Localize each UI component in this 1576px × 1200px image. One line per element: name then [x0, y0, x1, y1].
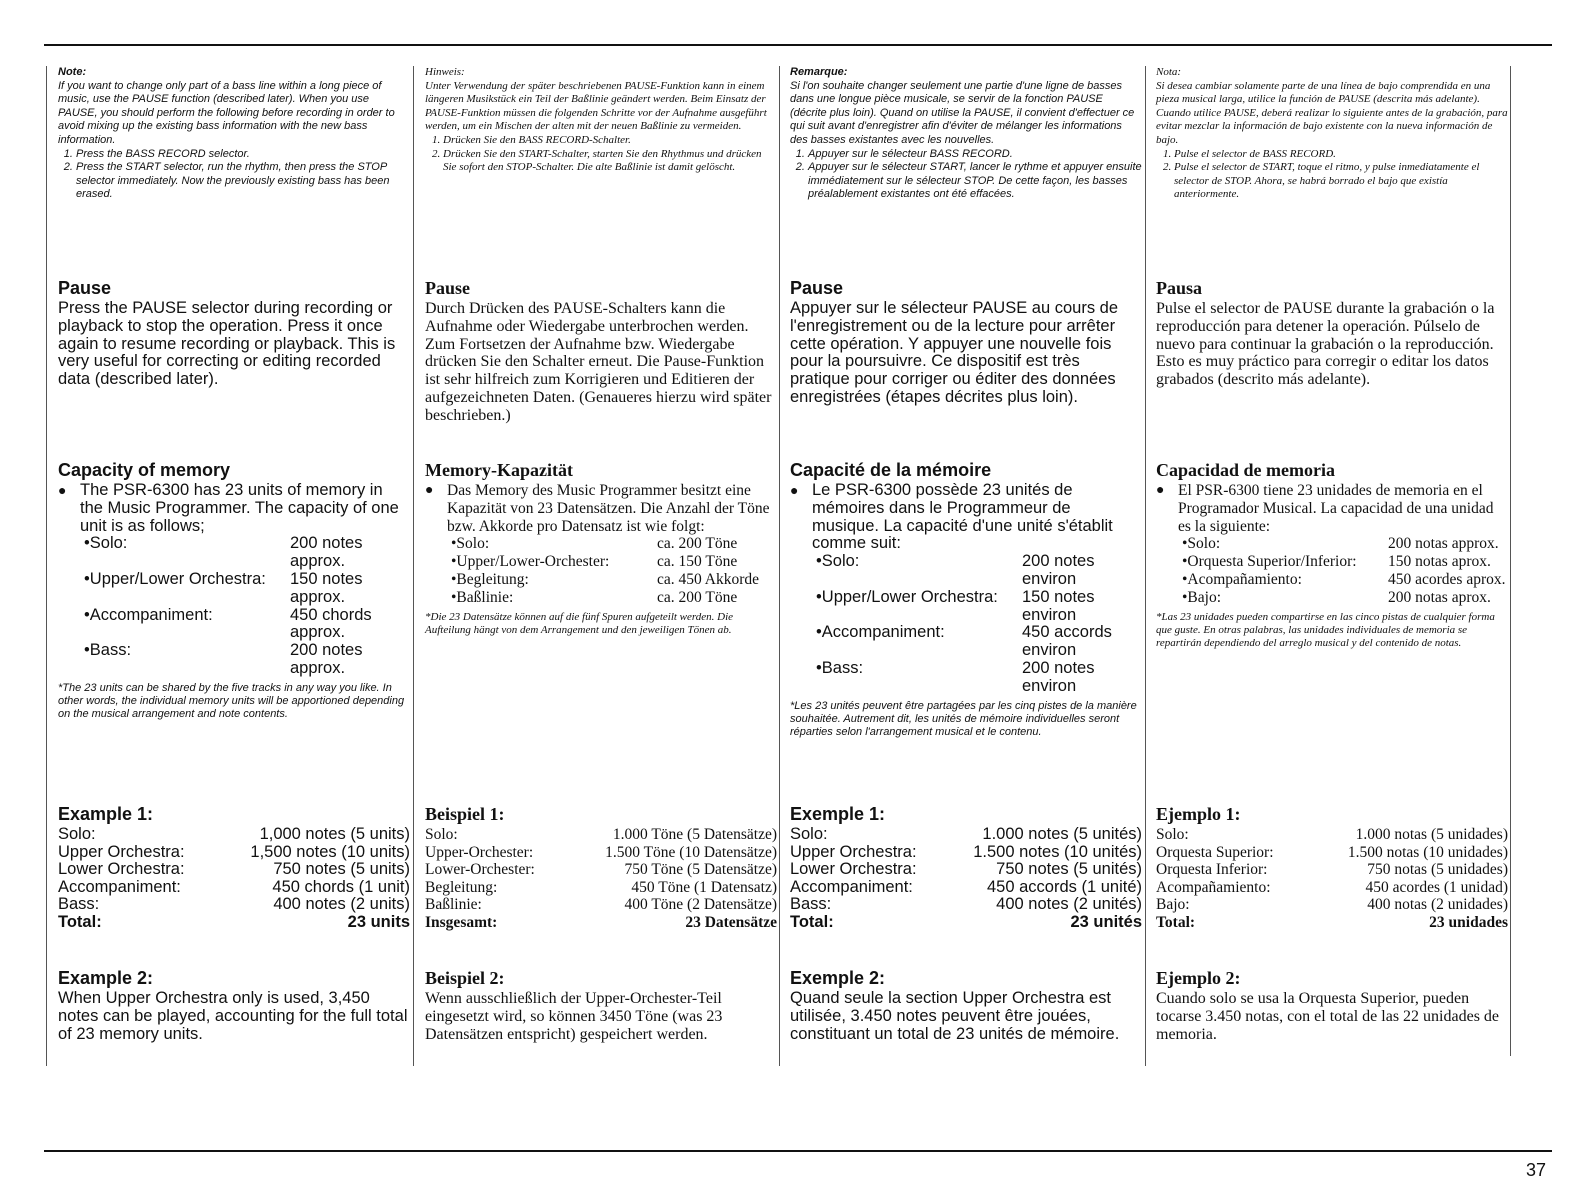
total-value: 23 unidades: [1429, 913, 1508, 931]
example-value: 1.000 notas (5 unidades): [1355, 826, 1508, 843]
total-label: Total:: [790, 912, 834, 931]
capacity-label: •Solo:: [816, 552, 860, 571]
example1-section: [58, 804, 410, 932]
example-value: 400 notas (2 unidades): [1367, 896, 1508, 914]
example-label: Upper Orchestra:: [790, 842, 917, 861]
example2-text: Wenn ausschließlich der Upper-Orchester-Teil eingesetzt wird, so können 3450 Töne (was 23 Datensätzen entspricht) gespeichert werden.: [425, 990, 723, 1043]
table-row: [58, 826, 410, 844]
capacity-section: [425, 460, 777, 637]
table-row-total: [58, 914, 410, 932]
column-german: [425, 66, 777, 1043]
capacity-value: 450 chords approx.: [290, 605, 372, 642]
capacity-row: [447, 553, 777, 571]
capacity-row: [812, 553, 1142, 589]
pause-text: Durch Drücken des PAUSE-Schalters kann die Aufnahme oder Wiedergabe unterbrochen werden. Zum Fortsetzen der Aufnahme bzw. Wiedergabe drücken Sie den Schalter erneut. Die Pause-Funktion ist sehr hilfreich zum Korrigieren und Editieren der aufgezeichneten Daten. (Genaueres hierzu wird später beschrieben.): [425, 300, 772, 424]
example2-title: Exemple 2:: [790, 968, 886, 988]
capacity-section: [1156, 460, 1508, 650]
example2-text: When Upper Orchestra only is used, 3,450 notes can be played, accounting for the full total of 23 memory units.: [58, 989, 408, 1043]
table-row: [790, 861, 1142, 879]
example-value: 1.500 Töne (10 Datensätze): [605, 843, 777, 861]
bullet-icon: ●: [1156, 483, 1165, 498]
capacity-value: 150 notas aprox.: [1388, 553, 1491, 571]
pause-text: Appuyer sur le sélecteur PAUSE au cours de l'enregistrement ou de la lecture pour arrêter cette opération. Y appuyer une nouvelle fois pour la poursuivre. Ce dispositif est très pratique pour corriger ou éditer des données enregistrées (étapes décrites plus loin).: [790, 299, 1119, 406]
example-value: 1.500 notes (10 unités): [973, 842, 1142, 861]
example1-section: [790, 804, 1142, 932]
table-row: [1156, 861, 1508, 879]
capacity-row: [447, 571, 777, 589]
example2-section: [425, 968, 777, 1043]
example-label: Begleitung:: [425, 878, 498, 896]
pause-section: [425, 278, 777, 425]
note-box: [58, 66, 410, 266]
example-label: Accompaniment:: [790, 877, 913, 896]
column-divider: [413, 66, 414, 1066]
example1-table: [58, 826, 410, 932]
capacity-row: [80, 571, 410, 607]
table-row: [790, 844, 1142, 862]
note-step: 1. Pulse el selector de BASS RECORD.: [1174, 148, 1508, 162]
note-text: Si desea cambiar solamente parte de una línea de bajo comprendida en una pieza musical larga, utilice la función de PAUSE (descrita más adelante). Cuando utilice PAUSE, deberá realizar lo siguiente antes de la grabación, para evitar mezclar la información de bajo existente con la nueva información de bajo.: [1156, 79, 1508, 146]
example-value: 750 notes (5 units): [273, 860, 410, 879]
table-row: [58, 896, 410, 914]
capacity-value: 200 notes approx.: [290, 534, 363, 571]
note-box: [1156, 66, 1508, 266]
pause-section: [1156, 278, 1508, 389]
capacity-footnote: *Las 23 unidades pueden compartirse en las cinco pistas de cualquier forma que guste. En otras palabras, las unidades individuales de memoria se repartirán dependiendo del arreglo musical y del contenido de notas.: [1156, 610, 1495, 649]
table-row-total: [790, 914, 1142, 932]
pause-section: [58, 278, 410, 389]
example-label: Acompañamiento:: [1156, 878, 1271, 896]
example-label: Accompaniment:: [58, 877, 181, 896]
example-label: Orquesta Inferior:: [1156, 861, 1268, 879]
example2-title: Example 2:: [58, 968, 154, 988]
capacity-row: [447, 589, 777, 607]
capacity-title: Capacity of memory: [58, 460, 231, 480]
capacity-footnote: *Die 23 Datensätze können auf die fünf Spuren aufgeteilt werden. Die Aufteilung hängt von dem Arrangement und den jeweiligen Tönen ab.: [425, 610, 734, 636]
top-rule: [44, 44, 1552, 46]
note-heading: Hinweis:: [425, 66, 465, 78]
example1-title: Example 1:: [58, 804, 154, 824]
capacity-row: [80, 535, 410, 571]
pause-section: [790, 278, 1142, 407]
capacity-value: 200 notes approx.: [290, 641, 363, 677]
example2-title: Ejemplo 2:: [1156, 968, 1241, 988]
capacity-title: Capacidad de memoria: [1156, 460, 1335, 480]
capacity-label: •Solo:: [84, 534, 128, 553]
pause-title: Pause: [425, 278, 470, 298]
example-value: 1.000 notes (5 unités): [982, 825, 1142, 843]
table-row: [790, 826, 1142, 844]
column-spanish: [1156, 66, 1508, 1043]
example1-table: [425, 826, 777, 932]
note-box: [790, 66, 1142, 266]
total-label: Insgesamt:: [425, 913, 498, 931]
note-step: 1. Appuyer sur le sélecteur BASS RECORD.: [808, 148, 1142, 162]
example1-section: [1156, 804, 1508, 932]
bottom-rule: [44, 1150, 1552, 1152]
total-label: Total:: [1156, 913, 1196, 931]
column-english: [58, 66, 410, 1043]
example-value: 1.500 notas (10 unidades): [1347, 843, 1508, 861]
example-value: 750 notas (5 unidades): [1367, 861, 1508, 879]
total-value: 23 Datensätze: [685, 913, 777, 931]
capacity-label: •Upper/Lower Orchestra:: [84, 569, 266, 588]
capacity-section: [790, 460, 1142, 739]
example-label: Bass:: [790, 895, 832, 914]
example-value: 450 accords (1 unité): [986, 877, 1142, 896]
capacity-value: 450 acordes aprox.: [1388, 570, 1506, 588]
table-row-total: [425, 914, 777, 932]
example1-table: [790, 826, 1142, 932]
capacity-label: •Orquesta Superior/Inferior:: [1182, 553, 1357, 571]
example-value: 1.000 Töne (5 Datensätze): [612, 826, 777, 843]
example1-table: [1156, 826, 1508, 932]
capacity-label: •Bass:: [84, 641, 132, 660]
column-divider: [1145, 66, 1146, 1066]
capacity-bullet-text: Das Memory des Music Programmer besitzt eine Kapazität von 23 Datensätzen. Die Anzahl der Töne bzw. Akkorde pro Datensatz ist wie folgt:: [447, 482, 770, 535]
capacity-footnote: *The 23 units can be shared by the five tracks in any way you like. In other words, the individual memory units will be apportioned depending on the musical arrangement and note contents.: [58, 681, 405, 720]
note-heading: Note:: [58, 66, 87, 78]
example-label: Orquesta Superior:: [1156, 843, 1274, 861]
example-value: 400 Töne (2 Datensätze): [624, 896, 777, 914]
note-text: Unter Verwendung der später beschriebenen PAUSE-Funktion kann in einem längeren Musikstück ein Teil der Baßlinie geändert werden. Beim Einsatz der PAUSE-Funktion müssen die folgenden Schritte vor der Aufnahme ausgeführt werden, um ein Mischen der alten mit der neuen Baßlinie zu vermeiden.: [425, 79, 767, 133]
example-value: 400 notes (2 unités): [996, 895, 1142, 914]
example-label: Bass:: [58, 895, 100, 914]
table-row: [425, 826, 777, 844]
note-text: Si l'on souhaite changer seulement une partie d'une ligne de basses dans une longue pièce musicale, se servir de la fonction PAUSE (décrite plus loin). Quand on utilise la PAUSE, il convient d'effectuer ce qui suit avant d'enregistrer afin d'éviter de mélanger les informations des basses existantes avec les nouvelles.: [790, 79, 1135, 146]
note-step: 1. Press the BASS RECORD selector.: [76, 148, 410, 162]
capacity-bullet-text: Le PSR-6300 possède 23 unités de mémoires dans le Programmeur de musique. La capacité d'une unité s'établit comme suit:: [812, 481, 1113, 553]
example-value: 450 Töne (1 Datensatz): [631, 878, 777, 896]
table-row: [790, 879, 1142, 897]
pause-title: Pause: [58, 278, 112, 298]
example-label: Solo:: [790, 825, 828, 843]
table-row: [790, 896, 1142, 914]
example-label: Upper-Orchester:: [425, 843, 534, 861]
table-row: [58, 861, 410, 879]
pause-text: Pulse el selector de PAUSE durante la grabación o la reproducción para detener la operación. Púlselo de nuevo para continuar la grabación o la reproducción. Esto es muy práctico para corregir o editar los datos grabados (descrito más adelante).: [1156, 300, 1495, 389]
capacity-row: [1178, 571, 1508, 589]
capacity-value: ca. 450 Akkorde: [657, 570, 760, 588]
example2-section: [1156, 968, 1508, 1043]
note-step: 1. Drücken Sie den BASS RECORD-Schalter.: [443, 134, 777, 148]
example-value: 1,500 notes (10 units): [250, 842, 410, 861]
capacity-value: 200 notes environ: [1022, 658, 1095, 695]
capacity-row: [1178, 553, 1508, 571]
capacity-title: Capacité de la mémoire: [790, 460, 992, 480]
capacity-label: •Accompaniment:: [84, 605, 213, 624]
example2-section: [790, 968, 1142, 1043]
column-divider: [46, 66, 47, 1066]
column-divider: [1510, 66, 1511, 1056]
capacity-value: 150 notes environ: [1022, 587, 1095, 624]
example2-title: Beispiel 2:: [425, 968, 505, 988]
example-value: 400 notes (2 units): [273, 895, 410, 914]
table-row: [425, 896, 777, 914]
capacity-bullet: [1156, 482, 1508, 535]
table-row: [425, 879, 777, 897]
column-french: [790, 66, 1142, 1043]
capacity-label: •Solo:: [1182, 535, 1221, 553]
example2-text: Quand seule la section Upper Orchestra est utilisée, 3.450 notes peuvent être jouées, constituant un total de 23 unités de mémoire.: [790, 989, 1120, 1043]
example-value: 750 notes (5 unités): [996, 860, 1142, 879]
note-box: [425, 66, 777, 266]
note-step: 2. Appuyer sur le sélecteur START, lancer le rythme et appuyer ensuite immédiatement sur le sélecteur STOP. De cette façon, les basses préalablement existantes ont été effacées.: [808, 161, 1142, 202]
capacity-footnote: *Les 23 unités peuvent être partagées par les cinq pistes de la manière souhaitée. Autrement dit, les unités de mémoire individuelles seront réparties selon l'arrangement musical et le contenu.: [790, 699, 1137, 738]
example-value: 1,000 notes (5 units): [259, 825, 410, 843]
table-row: [1156, 879, 1508, 897]
capacity-row: [812, 624, 1142, 660]
note-step: 2. Press the START selector, run the rhythm, then press the STOP selector immediately. Now the previously existing bass has been erased.: [76, 161, 410, 202]
example-label: Bajo:: [1156, 896, 1190, 914]
bullet-icon: ●: [790, 482, 799, 498]
example-label: Solo:: [58, 825, 96, 843]
capacity-label: •Begleitung:: [451, 570, 529, 588]
capacity-label: •Bass:: [816, 658, 864, 677]
example-label: Baßlinie:: [425, 896, 482, 914]
capacity-value: 150 notes approx.: [290, 569, 363, 606]
capacity-label: •Upper/Lower Orchestra:: [816, 587, 998, 606]
note-heading: Nota:: [1156, 66, 1182, 78]
capacity-value: ca. 150 Töne: [657, 553, 738, 571]
capacity-bullet-text: El PSR-6300 tiene 23 unidades de memoria en el Programador Musical. La capacidad de una unidad es la siguiente:: [1178, 482, 1494, 535]
capacity-bullet: [58, 482, 410, 535]
total-label: Total:: [58, 912, 102, 931]
capacity-section: [58, 460, 410, 721]
bullet-icon: ●: [425, 483, 434, 498]
capacity-bullet: [790, 482, 1142, 553]
example-label: Lower-Orchester:: [425, 861, 535, 879]
note-text: If you want to change only part of a bass line within a long piece of music, use the PAUSE function (described later). When you use PAUSE, you should perform the following before recording in order to avoid mixing up the existing bass information with the new bass information.: [58, 79, 395, 146]
example1-title: Beispiel 1:: [425, 804, 505, 824]
example1-section: [425, 804, 777, 932]
note-step: 2. Drücken Sie den START-Schalter, starten Sie den Rhythmus und drücken Sie sofort den STOP-Schalter. Die alte Baßlinie ist damit gelöscht.: [443, 148, 777, 175]
bullet-icon: ●: [58, 482, 67, 498]
example2-section: [58, 968, 410, 1043]
table-row: [1156, 896, 1508, 914]
capacity-label: •Upper/Lower-Orchester:: [451, 553, 610, 571]
capacity-value: ca. 200 Töne: [657, 535, 738, 553]
note-step: 2. Pulse el selector de START, toque el ritmo, y pulse inmediatamente el selector de STOP. Ahora, se habrá borrado el bajo que existía anteriormente.: [1174, 161, 1508, 202]
example-label: Lower Orchestra:: [58, 860, 185, 879]
example-value: 450 acordes (1 unidad): [1365, 878, 1508, 896]
capacity-value: ca. 200 Töne: [657, 588, 738, 606]
table-row: [425, 844, 777, 862]
capacity-row: [80, 642, 410, 678]
capacity-label: •Bajo:: [1182, 588, 1222, 606]
capacity-bullet: [425, 482, 777, 535]
example-label: Upper Orchestra:: [58, 842, 185, 861]
table-row: [58, 879, 410, 897]
pause-title: Pausa: [1156, 278, 1203, 298]
capacity-label: •Solo:: [451, 535, 490, 553]
capacity-row: [1178, 589, 1508, 607]
total-value: 23 unités: [1070, 912, 1142, 931]
example-label: Solo:: [1156, 826, 1189, 843]
page-number: 37: [1525, 1160, 1546, 1180]
capacity-row: [812, 660, 1142, 696]
capacity-label: •Acompañamiento:: [1182, 570, 1302, 588]
capacity-value: 200 notas approx.: [1388, 535, 1499, 553]
capacity-row: [1178, 535, 1508, 553]
table-row: [1156, 844, 1508, 862]
capacity-value: 450 accords environ: [1022, 623, 1112, 660]
capacity-label: •Baßlinie:: [451, 588, 514, 606]
capacity-value: 200 notes environ: [1022, 552, 1095, 588]
capacity-label: •Accompaniment:: [816, 623, 945, 642]
example-value: 450 chords (1 unit): [272, 877, 410, 896]
total-value: 23 units: [347, 912, 410, 931]
example1-title: Ejemplo 1:: [1156, 804, 1241, 824]
table-row-total: [1156, 914, 1508, 932]
capacity-value: 200 notas aprox.: [1388, 588, 1491, 606]
column-divider: [779, 66, 780, 1066]
example-label: Solo:: [425, 826, 458, 843]
example-label: Lower Orchestra:: [790, 860, 917, 879]
capacity-row: [447, 535, 777, 553]
capacity-bullet-text: The PSR-6300 has 23 units of memory in the Music Programmer. The capacity of one unit is as follows;: [80, 481, 399, 535]
note-heading: Remarque:: [790, 66, 848, 78]
capacity-title: Memory-Kapazität: [425, 460, 573, 480]
pause-title: Pause: [790, 278, 844, 298]
example2-text: Cuando solo se usa la Orquesta Superior, pueden tocarse 3.450 notas, con el total de las 22 unidades de memoria.: [1156, 990, 1500, 1043]
capacity-row: [812, 589, 1142, 625]
table-row: [425, 861, 777, 879]
table-row: [58, 844, 410, 862]
example-value: 750 Töne (5 Datensätze): [624, 861, 777, 879]
example1-title: Exemple 1:: [790, 804, 886, 824]
capacity-row: [80, 607, 410, 643]
pause-text: Press the PAUSE selector during recording or playback to stop the operation. Press it once again to resume recording or playback. This is very useful for correcting or editing recorded data (described later).: [58, 299, 396, 389]
table-row: [1156, 826, 1508, 844]
